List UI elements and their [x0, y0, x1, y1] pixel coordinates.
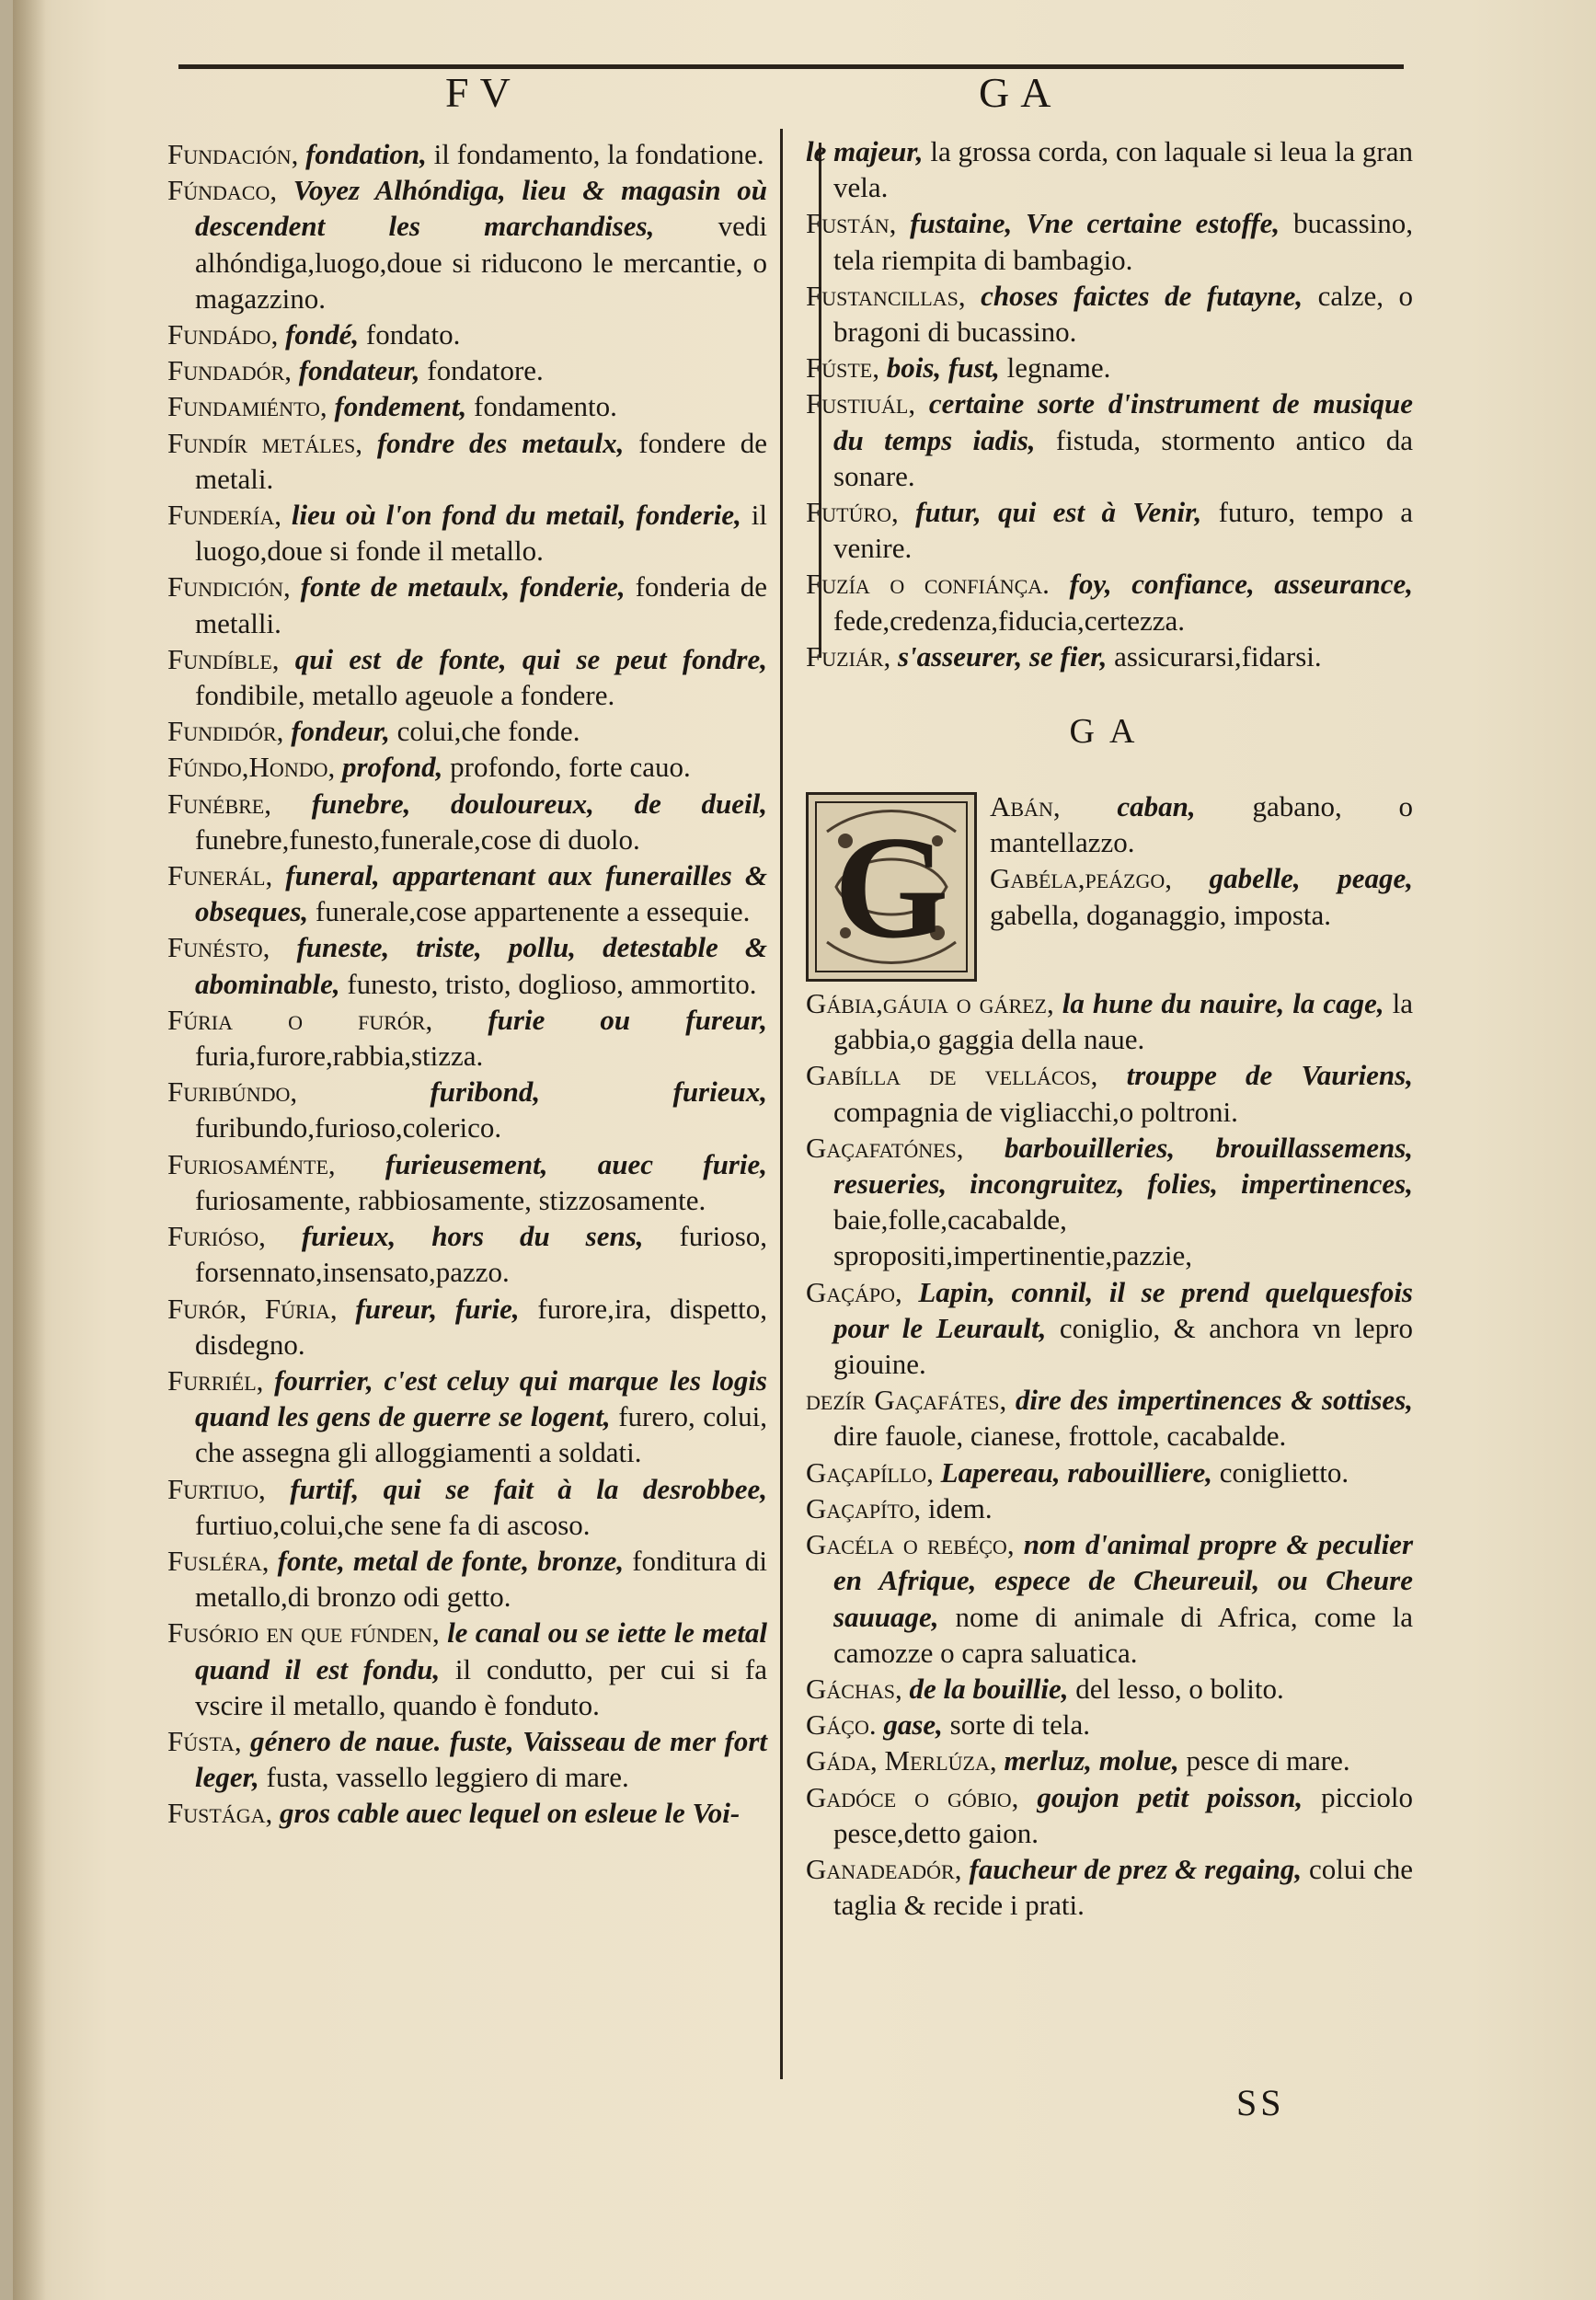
dictionary-entry	[167, 497, 767, 569]
french-gloss: choses faictes de futayne,	[981, 279, 1303, 312]
french-gloss: gase,	[883, 1708, 943, 1742]
french-gloss: goujon petit poisson,	[1037, 1780, 1303, 1813]
headword: Fúria o furór,	[167, 1003, 433, 1036]
italian-gloss: fondamento.	[474, 390, 617, 423]
dictionary-entry	[167, 857, 767, 929]
italian-gloss: nome di animale di Africa, come la camozze o capra saluatica.	[833, 1600, 1414, 1669]
dictionary-entry	[806, 1382, 1413, 1454]
headword: Gáda, Merlúza,	[806, 1744, 997, 1777]
french-gloss: género de naue. fuste, Vaisseau de mer fort leger,	[195, 1724, 768, 1794]
dictionary-entry	[806, 205, 1413, 277]
french-gloss: gabelle, peage,	[1209, 862, 1414, 895]
french-gloss: s'asseurer, se fier,	[897, 639, 1108, 673]
headword: Gacéla o rebéço,	[806, 1528, 1015, 1561]
headword: Fundería,	[167, 499, 281, 532]
dictionary-entry	[167, 929, 767, 1001]
french-gloss: nom d'animal propre & peculier en Afrique, espece de Cheureuil, ou Cheure sauuage,	[833, 1528, 1414, 1633]
french-gloss: funeste, triste, pollu, detestable & abominable,	[195, 931, 767, 1000]
headword: Fustancillas,	[806, 279, 966, 312]
headword: Funerál,	[167, 859, 273, 892]
headword: Fúndaco,	[167, 174, 278, 207]
french-gloss: funebre, douloureux, de dueil,	[311, 787, 768, 820]
headword: Abán,	[990, 790, 1061, 823]
italian-gloss: il fondamento, la fondatione.	[433, 138, 764, 170]
french-gloss: profond,	[341, 751, 443, 784]
italian-gloss: idem.	[927, 1491, 993, 1524]
dictionary-entry	[806, 1671, 1413, 1707]
dictionary-entry	[167, 1471, 767, 1543]
headword: Fuziár,	[806, 639, 891, 673]
italian-gloss: gabella, doganaggio, imposta.	[990, 898, 1332, 931]
drop-cap-ornament	[806, 792, 977, 982]
initial-block	[806, 788, 1413, 985]
headword: Furióso,	[167, 1220, 266, 1253]
italian-gloss: legname.	[1006, 351, 1111, 385]
french-gloss: le canal ou se iette le metal quand il est fondu,	[195, 1616, 768, 1685]
italian-gloss: dire fauole, cianese, frottole, cacabalde.	[833, 1420, 1287, 1453]
dictionary-entry	[167, 1074, 767, 1145]
italian-gloss: fede,credenza,fiducia,certezza.	[833, 604, 1186, 637]
dictionary-entry	[167, 1795, 767, 1831]
dictionary-entry	[167, 786, 767, 857]
italian-gloss: vedi alhóndiga,luogo,doue si riducono le mercantie, o magazzino.	[195, 210, 767, 315]
italian-gloss: coniglietto.	[1219, 1455, 1349, 1489]
dictionary-entry	[167, 316, 767, 352]
french-gloss: Voyez Alhóndiga, lieu & magasin où descendent les marchandises,	[195, 174, 768, 243]
dictionary-entry	[167, 1291, 767, 1363]
french-gloss: fondre des metaulx,	[376, 426, 625, 459]
dictionary-entry	[167, 1543, 767, 1615]
french-gloss: gros cable auec lequel on esleue le Voi-	[279, 1797, 741, 1830]
headword: Furibúndo,	[167, 1075, 298, 1109]
french-gloss: certaine sorte d'instrument de musique du temps iadis,	[833, 387, 1413, 456]
italian-gloss: colui,che fonde.	[396, 715, 580, 748]
headword: Furiosaménte,	[167, 1147, 336, 1180]
french-gloss: furieusement, auec furie,	[385, 1147, 767, 1180]
italian-gloss: furero, colui, che assegna gli alloggiamenti a soldati.	[195, 1400, 767, 1469]
italian-gloss: la grossa corda, con laquale si leua la gran vela.	[833, 135, 1414, 204]
drop-cap-letter: G	[833, 805, 949, 970]
french-gloss: fourrier, c'est celuy qui marque les logis quand les gens de guerre se logent,	[195, 1363, 767, 1433]
dictionary-entry	[806, 1707, 1413, 1742]
italian-gloss: profondo, forte cauo.	[450, 751, 691, 784]
dictionary-entry	[167, 425, 767, 497]
italian-gloss: coniglio, & anchora vn lepro giouine.	[833, 1311, 1414, 1381]
italian-gloss: gabano, o mantellazzo.	[990, 790, 1413, 859]
headword: Furtiuo,	[167, 1472, 266, 1505]
headword: Fundadór,	[167, 354, 292, 387]
french-gloss: caban,	[1117, 790, 1196, 823]
headword: Gaçápo,	[806, 1275, 902, 1308]
header-rule	[178, 64, 1404, 69]
left-column	[167, 136, 767, 1832]
french-gloss: fondeur,	[291, 715, 390, 748]
dictionary-entry	[806, 1526, 1413, 1671]
italian-gloss: bucassino, tela riempita di bambagio.	[833, 207, 1414, 276]
french-gloss: fustaine, Vne certaine estoffe,	[910, 207, 1280, 240]
headword: Gaçapíllo,	[806, 1455, 934, 1489]
headword: Fusório en que fúnden,	[167, 1616, 440, 1650]
dictionary-entry	[806, 1057, 1413, 1129]
right-entries-top	[806, 133, 1413, 674]
headword: Furriél,	[167, 1363, 264, 1397]
italian-gloss: fondato.	[365, 318, 461, 351]
headword: Fundición,	[167, 570, 291, 604]
dictionary-entry	[167, 569, 767, 640]
italian-gloss: del lesso, o bolito.	[1075, 1672, 1284, 1705]
french-gloss: furtif, qui se fait à la desrobbee,	[290, 1472, 768, 1505]
french-gloss: furibond, furieux,	[430, 1075, 767, 1109]
signature-mark: SS	[1236, 2082, 1285, 2123]
italian-gloss: fondibile, metallo ageuole a fondere.	[195, 679, 615, 712]
headword: Gábia,gáuia o gárez,	[806, 987, 1054, 1020]
french-gloss: funeral, appartenant aux funerailles & obseques,	[195, 859, 768, 928]
dictionary-entry	[806, 1130, 1413, 1274]
right-entries-bottom	[806, 985, 1413, 1923]
headword: Gabílla de vellácos,	[806, 1059, 1098, 1092]
french-gloss: dire des impertinences & sottises,	[1015, 1384, 1414, 1417]
italian-gloss: compagnia de vigliacchi,o poltroni.	[833, 1095, 1238, 1128]
italian-gloss: fonderia de metalli.	[195, 570, 768, 639]
french-gloss: merluz, molue,	[1004, 1744, 1179, 1777]
dictionary-entry	[167, 1146, 767, 1218]
dictionary-entry	[167, 1615, 767, 1723]
italian-gloss: furioso, forsennato,insensato,pazzo.	[195, 1220, 768, 1289]
italian-gloss: fondere de metali.	[195, 426, 767, 495]
dictionary-entry	[806, 1490, 1413, 1526]
dictionary-entry	[806, 133, 1413, 205]
italian-gloss: fonditura di metallo,di bronzo odi getto.	[195, 1544, 768, 1614]
headword: Fusléra,	[167, 1544, 270, 1577]
dictionary-entry	[167, 641, 767, 713]
italian-gloss: funebre,funesto,funerale,cose di duolo.	[195, 822, 640, 856]
french-gloss: foy, confiance, asseurance,	[1069, 568, 1413, 601]
french-gloss: futur, qui est à Venir,	[915, 496, 1202, 529]
headword: Fundación,	[167, 138, 299, 170]
french-gloss: fondation,	[305, 138, 427, 170]
headword: Funésto,	[167, 931, 270, 964]
french-gloss: la hune du nauire, la cage,	[1062, 987, 1384, 1020]
headword: Gabéla,peázgo,	[990, 862, 1172, 895]
headword: Fundidór,	[167, 715, 284, 748]
headword: Fundír metáles,	[167, 426, 362, 459]
gutter-shadow	[13, 0, 46, 2300]
french-gloss: lieu où l'on fond du metail, fonderie,	[291, 499, 741, 532]
french-gloss: Lapereau, rabouilliere,	[940, 1455, 1213, 1489]
headword: Fúndo,Hondo,	[167, 751, 336, 784]
italian-gloss: furtiuo,colui,che sene fa di ascoso.	[195, 1508, 591, 1541]
italian-gloss: picciolo pesce,detto gaion.	[833, 1780, 1414, 1849]
dictionary-entry	[806, 1851, 1413, 1923]
french-gloss: furieux, hors du sens,	[301, 1220, 644, 1253]
running-head-left: FV	[445, 69, 522, 116]
italian-gloss: furia,furore,rabbia,stizza.	[195, 1040, 484, 1073]
right-column	[806, 133, 1413, 1923]
french-gloss: fonte de metaulx, fonderie,	[300, 570, 626, 604]
french-gloss: furie ou fureur,	[488, 1003, 768, 1036]
dictionary-entry	[806, 494, 1413, 566]
italian-gloss: sorte di tela.	[949, 1708, 1091, 1742]
headword: Fundíble,	[167, 642, 280, 675]
italian-gloss: funerale,cose appartenente a essequie.	[315, 895, 751, 928]
dictionary-entry	[806, 566, 1413, 638]
running-head-right: GA	[979, 69, 1062, 116]
italian-gloss: pesce di mare.	[1186, 1744, 1350, 1777]
headword: Futúro,	[806, 496, 899, 529]
headword: Gaçafatónes,	[806, 1131, 964, 1164]
french-gloss: le majeur,	[806, 135, 924, 167]
headword: Ganadeadór,	[806, 1852, 962, 1885]
dictionary-entry	[806, 1274, 1413, 1383]
italian-gloss: furiosamente, rabbiosamente, stizzosamente.	[195, 1183, 706, 1216]
section-heading: GA	[1069, 712, 1150, 752]
french-gloss: fondement,	[334, 390, 467, 423]
french-gloss: bois, fust,	[886, 351, 1000, 385]
dictionary-entry	[167, 713, 767, 749]
french-gloss: faucheur de prez & regaing,	[969, 1852, 1303, 1885]
dictionary-entry	[167, 1363, 767, 1471]
french-gloss: fureur, furie,	[355, 1292, 520, 1325]
french-gloss: qui est de fonte, qui se peut fondre,	[294, 642, 767, 675]
dictionary-entry	[167, 172, 767, 316]
french-gloss: fondateur,	[298, 354, 420, 387]
headword: Gaçapíto,	[806, 1491, 922, 1524]
french-gloss: trouppe de Vauriens,	[1126, 1059, 1413, 1092]
headword: Fustiuál,	[806, 387, 916, 420]
dictionary-entry	[167, 1218, 767, 1290]
italian-gloss: fondatore.	[427, 354, 544, 387]
headword: Fuzía o confiánça.	[806, 568, 1050, 601]
italian-gloss: la gabbia,o gaggia della naue.	[833, 987, 1413, 1056]
dictionary-entry	[806, 1742, 1413, 1778]
headword: Gáchas,	[806, 1672, 902, 1705]
dictionary-entry	[167, 749, 767, 785]
italian-gloss: assicurarsi,fidarsi.	[1114, 639, 1322, 673]
italian-gloss: colui che taglia & recide i prati.	[833, 1852, 1414, 1922]
headword: Fustága,	[167, 1797, 273, 1830]
dictionary-entry	[806, 985, 1413, 1057]
headword: Furór, Fúria,	[167, 1292, 338, 1325]
dictionary-entry	[167, 136, 767, 172]
dictionary-entry	[806, 385, 1413, 494]
italian-gloss: baie,folle,cacabalde, spropositi,impertinentie,pazzie,	[833, 1203, 1192, 1272]
dictionary-entry	[167, 352, 767, 388]
dictionary-entry	[806, 278, 1413, 350]
italian-gloss: fistuda, stormento antico da sonare.	[833, 423, 1413, 492]
headword: Fundamiénto,	[167, 390, 327, 423]
italian-gloss: calze, o bragoni di bucassino.	[833, 279, 1414, 349]
dictionary-entry	[167, 388, 767, 424]
headword: Fústa,	[167, 1724, 242, 1757]
italian-gloss: furore,ira, dispetto, disdegno.	[195, 1292, 768, 1361]
dictionary-entry	[806, 1779, 1413, 1851]
headword: Fustán,	[806, 207, 897, 240]
headword: Fundádo,	[167, 318, 279, 351]
italian-gloss: il condutto, per cui si fa vscire il metallo, quando è fonduto.	[195, 1652, 767, 1721]
french-gloss: barbouilleries, brouillassemens, resueries, incongruitez, folies, impertinences,	[833, 1131, 1414, 1201]
dictionary-entry	[167, 1002, 767, 1074]
italian-gloss: funesto, tristo, doglioso, ammortito.	[347, 967, 757, 1000]
book-page	[13, 0, 1596, 2300]
headword: Gáço.	[806, 1708, 877, 1742]
headword: Fúste,	[806, 351, 879, 385]
dictionary-entry	[806, 638, 1413, 674]
dictionary-entry	[806, 1455, 1413, 1490]
french-gloss: fondé,	[285, 318, 360, 351]
italian-gloss: furibundo,furioso,colerico.	[195, 1111, 502, 1144]
french-gloss: fonte, metal de fonte, bronze,	[277, 1544, 625, 1577]
column-divider	[780, 129, 783, 2079]
headword: Funébre,	[167, 787, 271, 820]
french-gloss: de la bouillie,	[909, 1672, 1069, 1705]
italian-gloss: il luogo,doue si fonde il metallo.	[195, 499, 768, 568]
dictionary-entry	[167, 1723, 767, 1795]
french-gloss: Lapin, connil, il se prend quelquesfois pour le Leurault,	[833, 1275, 1414, 1344]
italian-gloss: futuro, tempo a venire.	[833, 496, 1413, 565]
italian-gloss: fusta, vassello leggiero di mare.	[266, 1761, 629, 1794]
dictionary-entry	[806, 350, 1413, 385]
headword: Gadóce o góbio,	[806, 1780, 1019, 1813]
headword: dezír Gaçafátes,	[806, 1384, 1007, 1417]
